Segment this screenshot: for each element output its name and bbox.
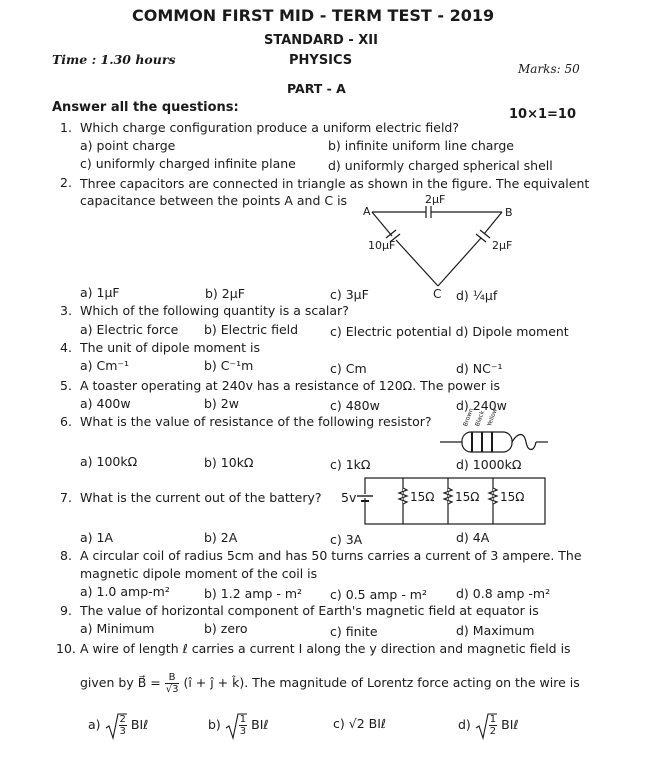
- option: a) Minimum: [80, 621, 155, 636]
- option: c) Cm: [330, 361, 367, 376]
- node-b-label: B: [505, 206, 513, 219]
- option: a) 1A: [80, 530, 114, 545]
- question-number: 3.: [60, 303, 72, 318]
- question-text: The value of horizontal component of Earth's magnetic field at equator is: [80, 603, 539, 618]
- option: b) 10kΩ: [204, 455, 254, 470]
- resistor-diagram: [440, 420, 550, 460]
- question-text: What is the current out of the battery?: [80, 490, 322, 505]
- question-text: A toaster operating at 240v has a resistance of 120Ω. The power is: [80, 378, 500, 393]
- battery-label: 5v: [341, 490, 357, 505]
- fraction-denominator: 3: [119, 726, 126, 737]
- option: d) 0.8 amp -m²: [456, 586, 551, 601]
- band3-label: Yellow: [486, 407, 499, 428]
- fraction-denominator: 3: [239, 726, 247, 737]
- question-text: The unit of dipole moment is: [80, 340, 261, 355]
- part-label: PART - A: [287, 81, 346, 96]
- option-suffix: BIℓ: [501, 717, 519, 732]
- node-a-label: A: [363, 205, 371, 218]
- question-text: Which of the following quantity is a scalar?: [80, 303, 349, 318]
- option: c) finite: [330, 624, 378, 639]
- resistor-2-label: 15Ω: [455, 490, 480, 504]
- option-label: d): [458, 717, 471, 732]
- fraction-denominator: 2: [489, 726, 497, 737]
- question-number: 1.: [60, 120, 72, 135]
- question-number: 8.: [60, 548, 72, 563]
- capacitor-bc-label: 2μF: [492, 239, 513, 252]
- standard-label: STANDARD - XII: [264, 33, 378, 48]
- subject-label: PHYSICS: [289, 53, 353, 68]
- option: d) Maximum: [456, 623, 535, 638]
- option: [333, 716, 386, 731]
- option: a) 400w: [80, 396, 131, 411]
- option-label: b): [208, 717, 221, 732]
- option: a) 1.0 amp-m²: [80, 584, 170, 599]
- fraction-numerator: B: [165, 672, 180, 684]
- option-label: a): [88, 717, 101, 732]
- option: c) 3A: [330, 532, 363, 547]
- option: b) infinite uniform line charge: [328, 138, 514, 153]
- capacitor-ab-label: 2μF: [425, 193, 446, 206]
- option: b) C⁻¹m: [204, 358, 254, 373]
- question-number: 5.: [60, 378, 72, 393]
- exam-title: COMMON FIRST MID - TERM TEST - 2019: [132, 6, 495, 25]
- question-number: 2.: [60, 175, 72, 190]
- question-text: capacitance between the points A and C is: [80, 193, 348, 208]
- equation-prefix: given by B⃗ =: [80, 675, 161, 690]
- option: a) Cm⁻¹: [80, 358, 130, 373]
- band1-label: Brown: [462, 407, 476, 428]
- option: c) Electric potential d) Dipole moment: [330, 324, 569, 339]
- option: b) 2A: [204, 530, 238, 545]
- option: b) Electric field: [204, 322, 299, 337]
- option: d) uniformly charged spherical shell: [328, 158, 553, 173]
- option: b) 2μF: [205, 286, 245, 301]
- option: [458, 710, 519, 741]
- resistor-1-label: 15Ω: [410, 490, 435, 504]
- option: c) 3μF: [330, 287, 369, 302]
- sqrt-icon: [105, 711, 127, 741]
- question-number: 6.: [60, 414, 72, 429]
- field-fraction: [165, 672, 180, 695]
- option: [88, 710, 148, 741]
- option: b) zero: [204, 621, 248, 636]
- question-number: 4.: [60, 340, 72, 355]
- band2-label: Black: [474, 409, 487, 428]
- fraction-numerator: 1: [489, 714, 497, 725]
- question-number: 9.: [60, 603, 72, 618]
- sqrt-icon: [475, 711, 497, 741]
- option: d) 240w: [456, 398, 507, 413]
- option: d) 1000kΩ: [456, 457, 522, 472]
- option: a) Electric force: [80, 322, 179, 337]
- lorentz-equation-line: [80, 668, 580, 698]
- question-text: A wire of length ℓ carries a current I along the y direction and magnetic field is: [80, 641, 571, 656]
- equation-suffix: (î + ĵ + k̂). The magnitude of Lorentz force acting on the wire is: [183, 675, 580, 690]
- question-text: Three capacitors are connected in triangle as shown in the figure. The equivalent: [80, 176, 590, 191]
- option-suffix: BIℓ: [251, 717, 269, 732]
- option: d) ¼μf: [456, 288, 498, 303]
- capacitor-ac-label: 10μF: [368, 239, 396, 252]
- option-label: c): [333, 716, 345, 731]
- fraction-denominator: √3: [165, 684, 179, 695]
- question-number: 10.: [56, 641, 76, 656]
- question-text: Which charge configuration produce a uniform electric field?: [80, 120, 459, 135]
- option: b) 1.2 amp - m²: [204, 586, 303, 601]
- question-text: A circular coil of radius 5cm and has 50 turns carries a current of 3 ampere. The: [80, 548, 582, 563]
- option: c) 0.5 amp - m²: [330, 587, 427, 602]
- sqrt-icon: [225, 711, 247, 741]
- option: c) 480w: [330, 398, 380, 413]
- resistor-3-label: 15Ω: [500, 490, 525, 504]
- option: c) 1kΩ: [330, 457, 371, 472]
- option-text: √2 BIℓ: [348, 716, 387, 731]
- option: a) 1μF: [80, 285, 120, 300]
- time-label: Time : 1.30 hours: [52, 52, 176, 67]
- option: d) 4A: [456, 530, 490, 545]
- question-text: What is the value of resistance of the following resistor?: [80, 414, 432, 429]
- question-number: 7.: [60, 490, 72, 505]
- fraction-numerator: 1: [239, 714, 247, 725]
- option: a) point charge: [80, 138, 176, 153]
- option: a) 100kΩ: [80, 454, 138, 469]
- option-suffix: BIℓ: [130, 717, 149, 732]
- instructions-text: Answer all the questions:: [52, 100, 239, 115]
- option: b) 2w: [204, 396, 239, 411]
- option: [208, 710, 269, 741]
- mark-scheme: 10×1=10: [509, 107, 577, 122]
- fraction-numerator: 2: [119, 714, 126, 725]
- option: c) uniformly charged infinite plane: [80, 156, 296, 171]
- marks-label: Marks: 50: [518, 62, 580, 76]
- option: d) NC⁻¹: [456, 361, 503, 376]
- question-text: magnetic dipole moment of the coil is: [80, 566, 318, 581]
- node-c-label: C: [433, 287, 442, 301]
